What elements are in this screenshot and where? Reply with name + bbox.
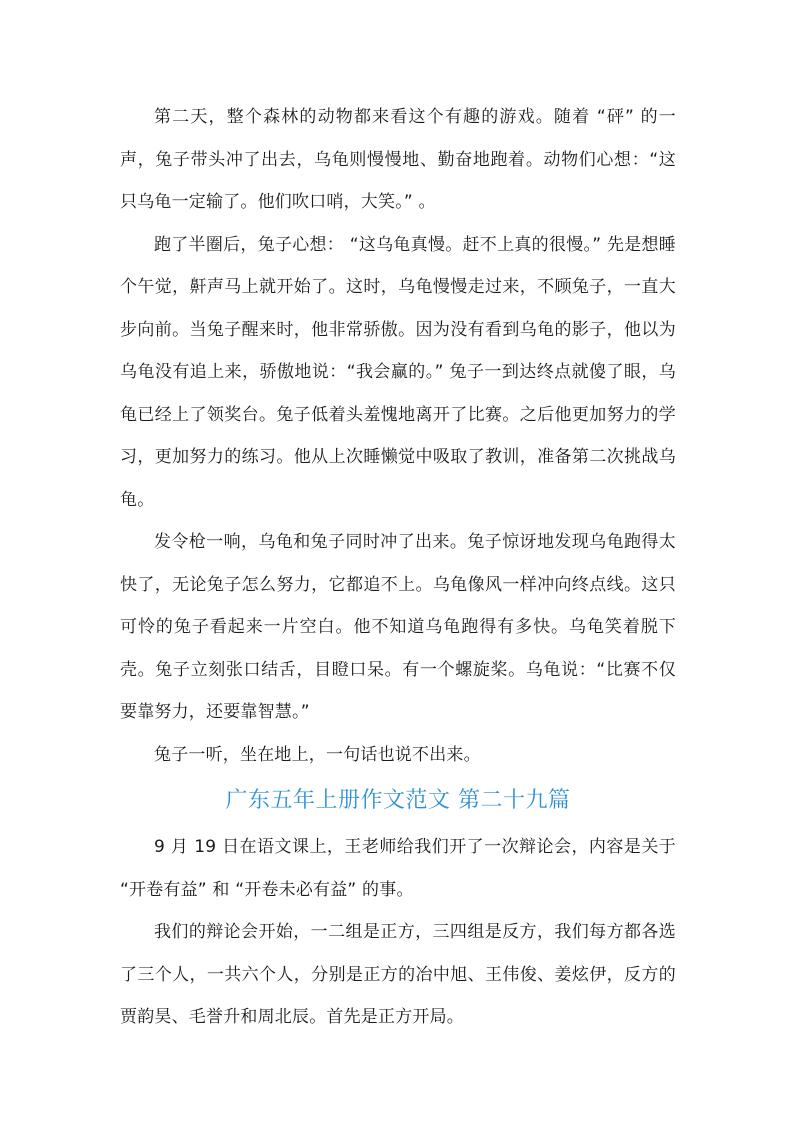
body-paragraph: 我们的辩论会开始，一二组是正方，三四组是反方，我们每方都各选了三个人，一共六个人，分别是正方的冶中旭、王伟俊、姜炫伊，反方的贾韵昊、毛誉升和周北辰。首先是正方开局。 (120, 922, 676, 1027)
section-heading: 广东五年上册作文范文 第二十九篇 (225, 788, 571, 813)
body-paragraph: 发令枪一响，乌龟和兔子同时冲了出来。兔子惊讶地发现乌龟跑得太快了，无论兔子怎么努力，它都追不上。乌龟像风一样冲向终点线。这只可怜的兔子看起来一片空白。他不知道乌龟跑得有多快。乌龟笑着脱下壳。兔子立刻张口结舌，目瞪口呆。有一个螺旋桨。乌龟说：“比赛不仅要靠努力，还要靠智慧。” (120, 532, 676, 722)
body-paragraph: 兔子一听，坐在地上，一句话也说不出来。 (154, 744, 481, 765)
body-paragraph: 跑了半圈后，兔子心想： “这乌龟真慢。赶不上真的很慢。” 先是想睡个午觉，鼾声马上就开始了。这时，乌龟慢慢走过来，不顾兔子，一直大步向前。当兔子醒来时，他非常骄傲。因为没有看到乌龟的影子，他以为乌龟没有追上来，骄傲地说：“我会赢的。” 兔子一到达终点就傻了眼，乌龟已经上了领奖台。兔子低着头羞愧地离开了比赛。之后他更加努力的学习，更加努力的练习。他从上次睡懒觉中吸取了教训，准备第二次挑战乌龟。 (120, 234, 676, 510)
body-paragraph: 第二天，整个森林的动物都来看这个有趣的游戏。随着 “砰” 的一声，兔子带头冲了出去，乌龟则慢慢地、勤奋地跑着。动物们心想：“这只乌龟一定输了。他们吹口哨，大笑。” 。 (120, 107, 676, 212)
body-paragraph: 9 月 19 日在语文课上，王老师给我们开了一次辩论会，内容是关于 “开卷有益” 和 “开卷未必有益” 的事。 (120, 837, 676, 900)
document-page (120, 96, 676, 1039)
